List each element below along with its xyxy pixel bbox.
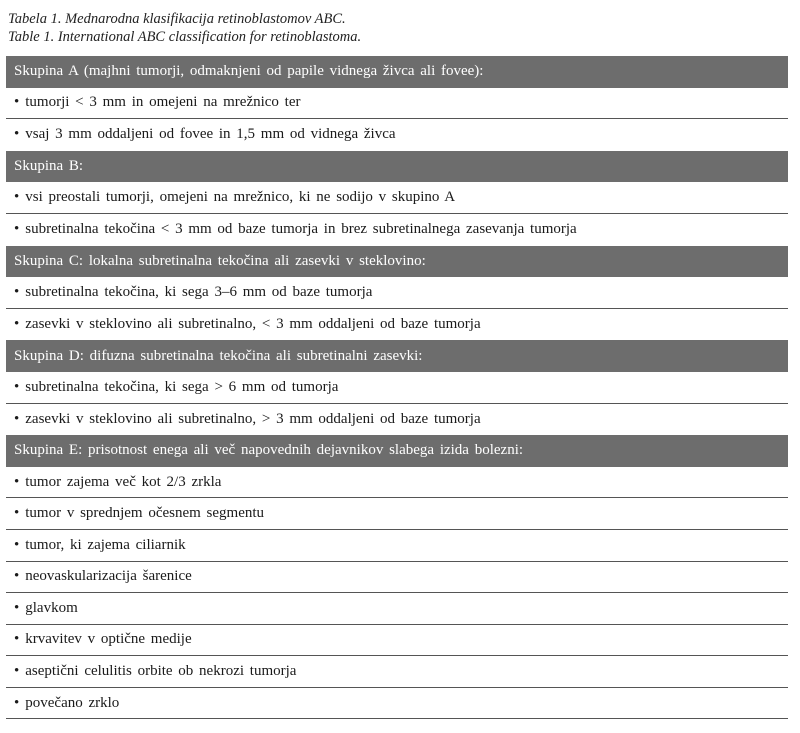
row-text: povečano zrklo	[25, 694, 120, 711]
row-text: tumor zajema več kot 2/3 zrkla	[25, 473, 222, 490]
group-heading-c	[6, 246, 788, 278]
table-row	[6, 688, 788, 720]
row-text: tumor v sprednjem očesnem segmentu	[25, 505, 265, 522]
table-row	[6, 562, 788, 594]
row-text: neovaskularizacija šarenice	[25, 568, 192, 585]
caption-english: Table 1. International ABC classification for retinoblastoma.	[8, 29, 362, 45]
row-text: zasevki v steklovino ali subretinalno, > 3 mm oddaljeni od baze tumorja	[25, 410, 481, 427]
caption-slovenian: Tabela 1. Mednarodna klasifikacija retinoblastomov ABC.	[8, 11, 346, 27]
table-caption	[8, 10, 361, 46]
bullet-glyph: •	[14, 316, 20, 333]
group-heading-b	[6, 151, 788, 183]
group-heading-label: Skupina E: prisotnost enega ali več napovednih dejavnikov slabega izida bolezni:	[14, 442, 524, 459]
row-text: krvavitev v optične medije	[25, 631, 192, 648]
group-heading-e	[6, 435, 788, 467]
bullet-glyph: •	[14, 505, 20, 522]
group-heading-d	[6, 340, 788, 372]
group-heading-a	[6, 56, 788, 88]
bullet-glyph: •	[14, 283, 20, 300]
table-row	[6, 404, 788, 436]
bullet-glyph: •	[14, 473, 20, 490]
row-text: vsi preostali tumorji, omejeni na mrežnico, ki ne sodijo v skupino A	[25, 189, 456, 206]
table-row	[6, 625, 788, 657]
table-row	[6, 656, 788, 688]
group-heading-label: Skupina B:	[14, 158, 84, 175]
table-row	[6, 119, 788, 151]
bullet-glyph: •	[14, 694, 20, 711]
bullet-glyph: •	[14, 599, 20, 616]
bullet-glyph: •	[14, 221, 20, 238]
bullet-glyph: •	[14, 663, 20, 680]
row-text: tumorji < 3 mm in omejeni na mrežnico ter	[25, 94, 301, 111]
row-text: tumor, ki zajema ciliarnik	[25, 536, 186, 553]
row-text: subretinalna tekočina, ki sega > 6 mm od tumorja	[25, 378, 339, 395]
classification-table	[6, 56, 788, 719]
table-row	[6, 277, 788, 309]
table-row	[6, 467, 788, 499]
bullet-glyph: •	[14, 410, 20, 427]
table-row	[6, 309, 788, 341]
table-row	[6, 498, 788, 530]
bullet-glyph: •	[14, 126, 20, 143]
group-heading-label: Skupina A (majhni tumorji, odmaknjeni od papile vidnega živca ali fovee):	[14, 63, 484, 80]
table-row	[6, 593, 788, 625]
bullet-glyph: •	[14, 631, 20, 648]
table-row	[6, 214, 788, 246]
row-text: vsaj 3 mm oddaljeni od fovee in 1,5 mm od vidnega živca	[25, 126, 396, 143]
table-row	[6, 372, 788, 404]
row-text: subretinalna tekočina < 3 mm od baze tumorja in brez subretinalnega zasevanja tumorja	[25, 221, 577, 238]
row-text: subretinalna tekočina, ki sega 3–6 mm od baze tumorja	[25, 283, 373, 300]
row-text: aseptični celulitis orbite ob nekrozi tumorja	[25, 663, 297, 680]
bullet-glyph: •	[14, 568, 20, 585]
row-text: glavkom	[25, 599, 78, 616]
bullet-glyph: •	[14, 189, 20, 206]
bullet-glyph: •	[14, 378, 20, 395]
table-row	[6, 182, 788, 214]
table-row	[6, 88, 788, 120]
row-text: zasevki v steklovino ali subretinalno, < 3 mm oddaljeni od baze tumorja	[25, 316, 481, 333]
bullet-glyph: •	[14, 536, 20, 553]
group-heading-label: Skupina D: difuzna subretinalna tekočina ali subretinalni zasevki:	[14, 347, 423, 364]
table-row	[6, 530, 788, 562]
group-heading-label: Skupina C: lokalna subretinalna tekočina ali zasevki v steklovino:	[14, 252, 426, 269]
bullet-glyph: •	[14, 94, 20, 111]
